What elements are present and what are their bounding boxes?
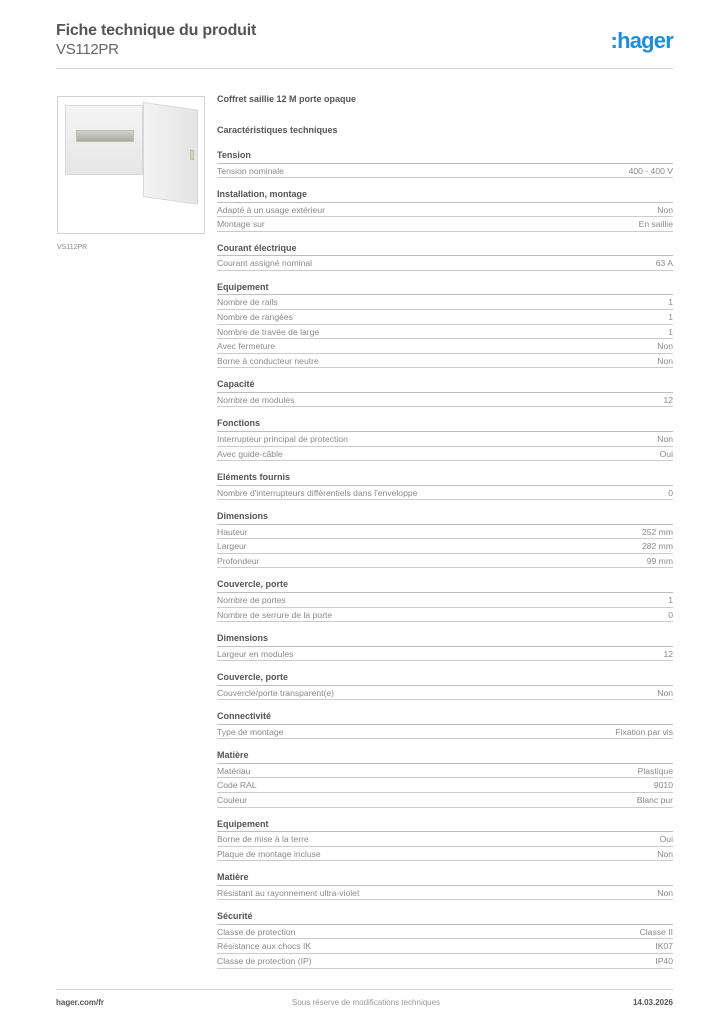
spec-value: 1 [668,326,673,337]
spec-label: Résistance aux chocs IK [217,941,312,952]
spec-value: Classe II [639,926,673,937]
spec-label: Adapté à un usage extérieur [217,204,325,215]
spec-value: Non [657,887,673,898]
spec-label: Nombre de rails [217,297,278,308]
spec-value: 12 [663,648,673,659]
product-reference: VS112PR [56,41,119,58]
spec-section [217,417,673,461]
spec-value: 12 [663,394,673,405]
section-header: Couvercle, porte [217,671,673,686]
spec-value: Oui [659,448,673,459]
spec-row [217,593,673,608]
spec-label: Nombre de portes [217,594,286,605]
spec-label: Courant assigné nominal [217,258,313,269]
spec-value: IP40 [655,956,673,967]
spec-row [217,832,673,847]
spec-section [217,378,673,407]
spec-label: Code RAL [217,780,257,791]
spec-value: En saillie [638,219,673,230]
spec-row [217,310,673,325]
spec-row [217,793,673,808]
spec-label: Tension nominale [217,165,284,176]
cabinet-body-illustration [65,105,143,175]
spec-section [217,510,673,568]
spec-label: Classe de protection (IP) [217,956,312,967]
spec-row [217,295,673,310]
spec-label: Borne de mise à la terre [217,834,309,845]
door-latch-illustration [190,150,194,161]
spec-value: IK07 [655,941,673,952]
spec-sections [217,149,673,969]
spec-value: 0 [668,609,673,620]
spec-label: Nombre de rangées [217,312,293,323]
spec-label: Couvercle/porte transparent(e) [217,687,335,698]
spec-value: 1 [668,297,673,308]
document-title: Fiche technique du produit [56,22,257,39]
spec-value: 63 A [655,258,673,269]
footer-date: 14.03.2026 [632,998,673,1007]
product-image [57,96,205,234]
section-header: Eléments fournis [217,471,673,486]
section-header: Capacité [217,378,673,393]
page-header [56,20,673,70]
spec-row [217,886,673,901]
spec-section [217,578,673,622]
spec-row [217,164,673,179]
section-header: Equipement [217,281,673,296]
spec-section [217,671,673,700]
spec-label: Nombre de travée de large [217,326,320,337]
spec-label: Nombre d'interrupteurs différentiels dans l'enveloppe [217,487,418,498]
spec-row [217,954,673,969]
spec-label: Couleur [217,795,248,806]
spec-value: 99 mm [646,555,673,566]
logo-colon: : [610,28,618,53]
section-header: Connectivité [217,710,673,725]
spec-row [217,925,673,940]
spec-label: Plaque de montage incluse [217,848,321,859]
spec-section [217,632,673,661]
spec-value: 252 mm [641,526,673,537]
spec-section [217,242,673,271]
spec-label: Classe de protection [217,926,296,937]
spec-row [217,393,673,408]
spec-label: Largeur en modules [217,648,294,659]
spec-row [217,847,673,862]
footer-website[interactable]: hager.com/fr [56,998,105,1007]
spec-value: 400 - 400 V [628,165,673,176]
spec-label: Nombre de modules [217,394,295,405]
spec-label: Interrupteur principal de protection [217,433,348,444]
spec-row [217,554,673,569]
spec-value: Non [657,687,673,698]
spec-title: Caractéristiques techniques [217,125,338,135]
spec-value: 1 [668,312,673,323]
spec-label: Avec fermeture [217,341,276,352]
spec-value: 0 [668,487,673,498]
section-header: Couvercle, porte [217,578,673,593]
spec-value: 9010 [653,780,673,791]
spec-section [217,149,673,178]
spec-label: Hauteur [217,526,248,537]
section-header: Dimensions [217,632,673,647]
spec-label: Nombre de serrure de la porte [217,609,333,620]
spec-label: Montage sur [217,219,265,230]
hager-logo [611,28,673,54]
section-header: Tension [217,149,673,164]
footer-disclaimer: Sous réserve de modifications techniques [292,998,441,1007]
spec-section [217,749,673,807]
module-rail-illustration [76,130,134,142]
spec-label: Avec guide-câble [217,448,283,459]
spec-row [217,939,673,954]
cabinet-door-illustration [143,102,198,205]
spec-row [217,539,673,554]
spec-row [217,764,673,779]
spec-value: Non [657,433,673,444]
spec-label: Borne à conducteur neutre [217,355,319,366]
section-header: Sécurité [217,910,673,925]
spec-value: Non [657,355,673,366]
section-header: Courant électrique [217,242,673,257]
spec-value: Non [657,204,673,215]
spec-value: Non [657,341,673,352]
spec-row [217,325,673,340]
section-header: Dimensions [217,510,673,525]
spec-row [217,217,673,232]
spec-label: Matériau [217,765,251,776]
spec-row [217,525,673,540]
spec-label: Profondeur [217,555,260,566]
section-header: Matière [217,871,673,886]
spec-value: 1 [668,594,673,605]
spec-row [217,432,673,447]
spec-section [217,188,673,232]
spec-row [217,725,673,740]
spec-value: Oui [659,834,673,845]
spec-label: Type de montage [217,726,284,737]
spec-content [217,92,673,979]
spec-section [217,281,673,369]
spec-value: Plastique [637,765,673,776]
spec-row [217,647,673,662]
spec-row [217,608,673,623]
image-caption: VS112PR [57,244,88,251]
spec-label: Largeur [217,541,247,552]
spec-section [217,871,673,900]
spec-row [217,447,673,462]
spec-section [217,818,673,862]
spec-row [217,354,673,369]
section-header: Installation, montage [217,188,673,203]
spec-section [217,471,673,500]
spec-row [217,486,673,501]
spec-section [217,910,673,968]
header-divider [56,68,673,69]
section-header: Equipement [217,818,673,833]
spec-section [217,710,673,739]
spec-value: 282 mm [641,541,673,552]
spec-value: Non [657,848,673,859]
spec-row [217,339,673,354]
section-header: Matière [217,749,673,764]
spec-row [217,256,673,271]
spec-row [217,686,673,701]
logo-text: hager [617,28,673,53]
spec-value: Blanc pur [636,795,673,806]
spec-row [217,778,673,793]
footer-divider [56,989,673,990]
section-header: Fonctions [217,417,673,432]
spec-row [217,203,673,218]
product-name: Coffret saillie 12 M porte opaque [217,94,357,104]
spec-label: Résistant au rayonnement ultra-violet [217,887,360,898]
spec-value: Fixation par vis [615,726,673,737]
